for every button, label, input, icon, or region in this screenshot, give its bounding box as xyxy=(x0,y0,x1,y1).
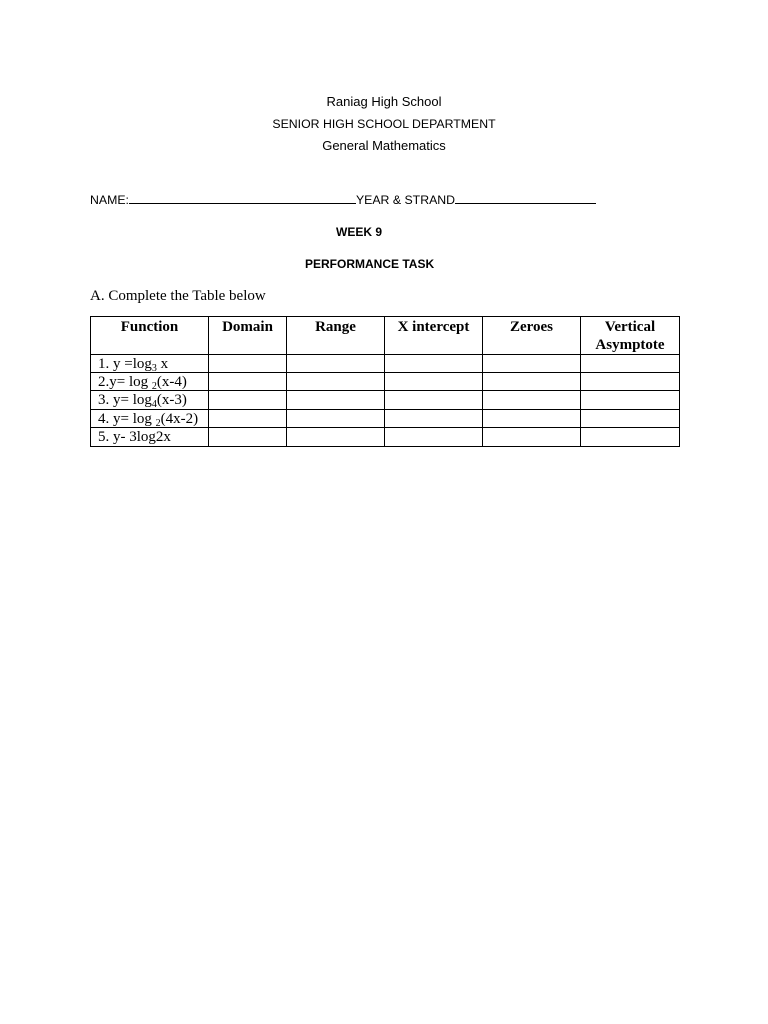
year-strand-label: YEAR & STRAND xyxy=(355,193,456,207)
function-cell xyxy=(91,428,209,447)
vertical-asymptote-cell xyxy=(581,373,680,391)
zeroes-cell xyxy=(483,391,581,410)
log-base-subscript: 2 xyxy=(155,417,161,428)
x-intercept-cell xyxy=(385,391,483,410)
domain-cell xyxy=(209,373,287,391)
function-argument: (x-3) xyxy=(156,392,187,408)
function-argument: x xyxy=(156,355,169,372)
department-name: SENIOR HIGH SCHOOL DEPARTMENT xyxy=(272,117,496,131)
zeroes-cell xyxy=(483,410,581,428)
vertical-asymptote-cell xyxy=(581,391,680,410)
log-base-subscript: 4 xyxy=(151,399,157,410)
table-row xyxy=(91,428,680,447)
function-text: 4. y= log xyxy=(98,410,156,427)
log-base-subscript: 2 xyxy=(151,380,157,391)
vertical-asymptote-cell xyxy=(581,410,680,428)
function-cell xyxy=(91,355,209,373)
week-label: WEEK 9 xyxy=(336,225,383,239)
domain-cell xyxy=(209,355,287,373)
vertical-asymptote-cell xyxy=(581,355,680,373)
subject-name: General Mathematics xyxy=(322,138,446,153)
range-cell xyxy=(287,355,385,373)
column-header-range: Range xyxy=(287,317,385,355)
function-text: 1. y =log xyxy=(98,355,152,372)
column-header-x-intercept: X intercept xyxy=(385,317,483,355)
zeroes-cell xyxy=(483,373,581,391)
name-field-blank xyxy=(129,192,356,204)
function-cell xyxy=(91,373,209,391)
task-title: PERFORMANCE TASK xyxy=(305,257,435,271)
range-cell xyxy=(287,391,385,410)
table-header-row xyxy=(91,317,680,355)
column-header-function: Function xyxy=(91,317,209,355)
function-text: 3. y= log xyxy=(98,392,152,408)
vertical-asymptote-cell xyxy=(581,428,680,447)
table-row xyxy=(91,391,680,410)
range-cell xyxy=(287,373,385,391)
zeroes-cell xyxy=(483,355,581,373)
function-text: 2.y= log xyxy=(98,373,152,390)
x-intercept-cell xyxy=(385,373,483,391)
domain-cell xyxy=(209,410,287,428)
school-name: Raniag High School xyxy=(326,94,442,109)
log-base-subscript: 3 xyxy=(151,362,157,373)
table-row xyxy=(91,355,680,373)
table-row xyxy=(91,373,680,391)
function-argument: (4x-2) xyxy=(160,410,199,427)
column-header-vertical-asymptote: Vertical Asymptote xyxy=(581,317,680,355)
x-intercept-cell xyxy=(385,428,483,447)
column-header-domain: Domain xyxy=(209,317,287,355)
zeroes-cell xyxy=(483,428,581,447)
range-cell xyxy=(287,410,385,428)
instruction-text: A. Complete the Table below xyxy=(90,288,266,304)
name-field-label: NAME: xyxy=(90,193,129,207)
domain-cell xyxy=(209,428,287,447)
range-cell xyxy=(287,428,385,447)
column-header-zeroes: Zeroes xyxy=(483,317,581,355)
performance-task-table xyxy=(90,316,680,447)
function-argument: (x-4) xyxy=(156,373,187,390)
x-intercept-cell xyxy=(385,410,483,428)
year-strand-blank xyxy=(455,192,596,204)
x-intercept-cell xyxy=(385,355,483,373)
table-row xyxy=(91,410,680,428)
student-info-line xyxy=(90,192,596,208)
function-cell xyxy=(91,391,209,410)
function-cell xyxy=(91,410,209,428)
function-text: 5. y- 3log2x xyxy=(98,429,171,445)
domain-cell xyxy=(209,391,287,410)
